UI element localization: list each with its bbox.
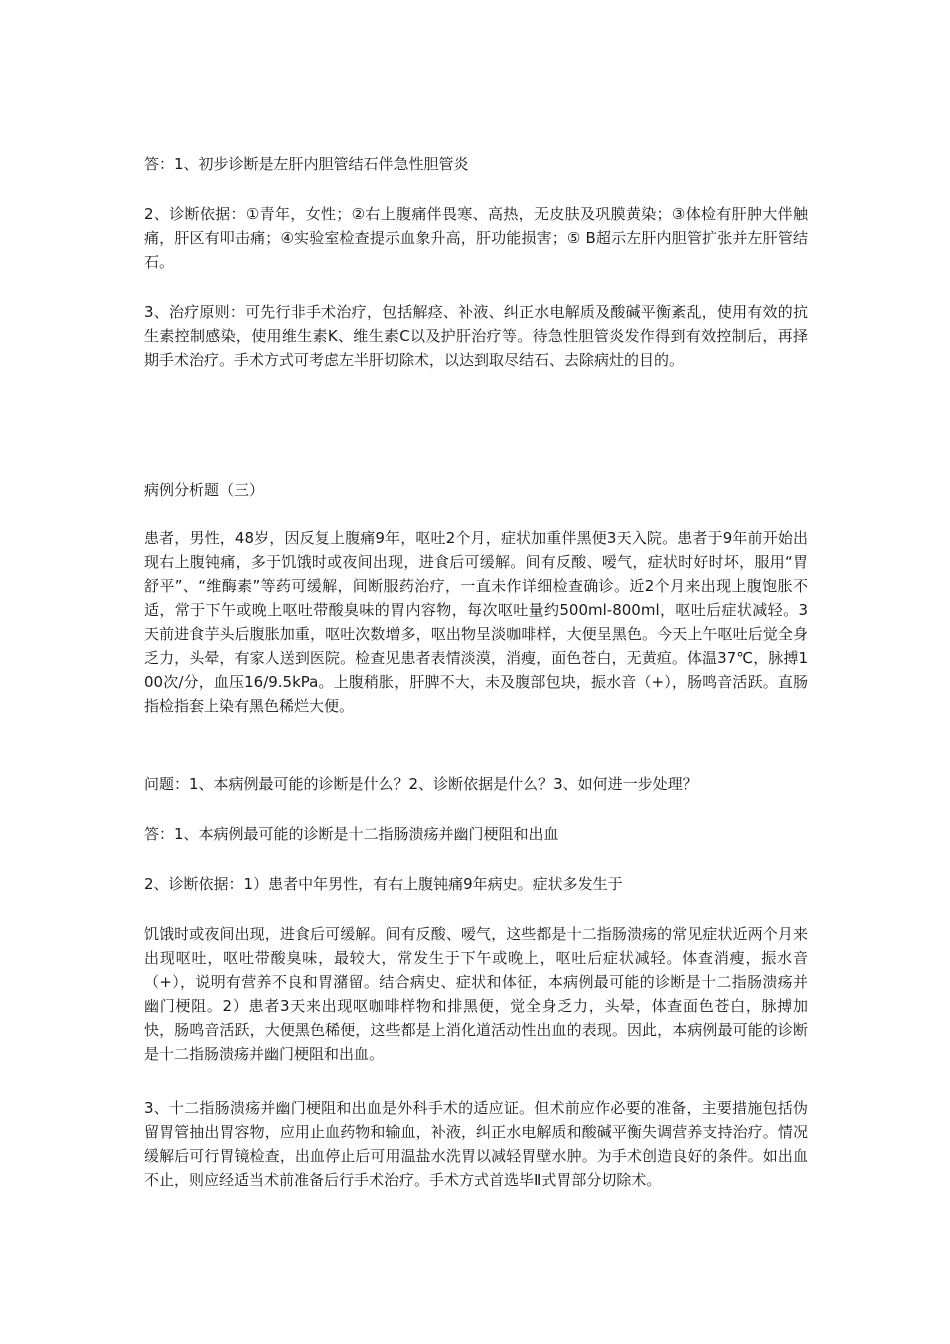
case3-description: 患者，男性，48岁，因反复上腹痛9年，呕吐2个月，症状加重伴黑便3天入院。患者于9年前开始出现右上腹钝痛，多于饥饿时或夜间出现，进食后可缓解。间有反酸、嗳气，症状时好时坏，服用“胃舒平”、“维酶素”等药可缓解，间断服药治疗，一直未作详细检查确诊。近2个月来出现上腹饱胀不适，常于下午或晚上呕吐带酸臭味的胃内容物，每次呕吐量约500ml-800ml，呕吐后症状减轻。3天前进食芋头后腹胀加重，呕吐次数增多，呕出物呈淡咖啡样，大便呈黑色。今天上午呕吐后觉全身乏力，头晕，有家人送到医院。检查见患者表情淡漠，消瘦，面色苍白，无黄疸。体温37℃，脉搏100次/分，血压16/9.5kPa。上腹稍胀，肝脾不大，未及腹部包块，振水音（+），肠鸣音活跃。直肠指检指套上染有黑色稀烂大便。 [144,529,808,715]
case3-questions: 问题：1、本病例最可能的诊断是什么？2、诊断依据是什么？3、如何进一步处理？ [144,775,698,793]
answer1-diagnosis: 答：1、初步诊断是左肝内胆管结石伴急性胆管炎 [144,155,469,173]
case3-answer3: 3、十二指肠溃疡并幽门梗阻和出血是外科手术的适应证。但术前应作必要的准备，主要措施包括伪留胃管抽出胃容物，应用止血药物和输血，补液，纠正水电解质和酸碱平衡失调营养支持治疗。情况缓解后可行胃镜检查，出血停止后可用温盐水洗胃以减轻胃壁水肿。为手术创造良好的条件。如出血不止，则应经适当术前准备后行手术治疗。手术方式首选毕Ⅱ式胃部分切除术。 [144,1099,808,1189]
case3-answer1: 答：1、本病例最可能的诊断是十二指肠溃疡并幽门梗阻和出血 [144,825,559,843]
case3-answer2-head: 2、诊断依据：1）患者中年男性，有右上腹钝痛9年病史。症状多发生于 [144,875,623,893]
answer1-treatment-principle: 3、治疗原则：可先行非手术治疗，包括解痉、补液、纠正水电解质及酸碱平衡紊乱，使用有效的抗生素控制感染，使用维生素K、维生素C以及护肝治疗等。待急性胆管炎发作得到有效控制后，再择期手术治疗。手术方式可考虑左半肝切除术，以达到取尽结石、去除病灶的目的。 [144,303,808,369]
case3-answer2-body: 饥饿时或夜间出现，进食后可缓解。间有反酸、嗳气，这些都是十二指肠溃疡的常见症状近两个月来出现呕吐，呕吐带酸臭味，最较大，常发生于下午或晚上，呕吐后症状减轻。体查消瘦，振水音（+），说明有营养不良和胃潴留。结合病史、症状和体征，本病例最可能的诊断是十二指肠溃疡并幽门梗阻。2）患者3天来出现呕咖啡样物和排黑便，觉全身乏力，头晕，体查面色苍白，脉搏加快，肠鸣音活跃，大便黑色稀便，这些都是上消化道活动性出血的表现。因此，本病例最可能的诊断是十二指肠溃疡并幽门梗阻和出血。 [144,925,808,1063]
case3-title: 病例分析题（三） [144,481,265,499]
answer1-diagnosis-basis: 2、诊断依据：①青年，女性；②右上腹痛伴畏寒、高热，无皮肤及巩膜黄染；③体检有肝肿大伴触痛，肝区有叩击痛；④实验室检查提示血象升高，肝功能损害；⑤ B超示左肝内胆管扩张并左肝管结石。 [144,205,808,271]
